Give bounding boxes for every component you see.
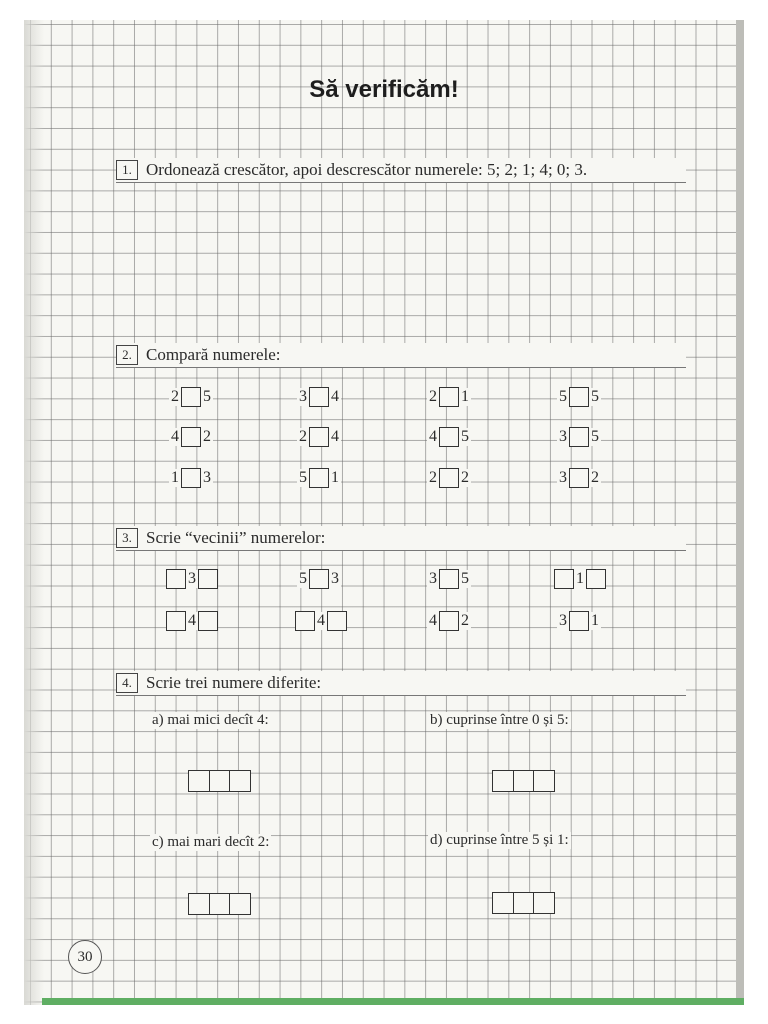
compare-item [557, 467, 601, 489]
neighbors-item [427, 610, 471, 632]
neighbor-left: 3 [429, 570, 437, 587]
neighbor-right: 3 [331, 570, 339, 587]
compare-left: 2 [171, 388, 179, 405]
compare-item [169, 467, 213, 489]
compare-item [427, 426, 471, 448]
compare-right: 1 [331, 469, 339, 486]
answer-box[interactable] [188, 770, 210, 792]
compare-left: 3 [299, 388, 307, 405]
neighbor-answer-box[interactable] [198, 569, 218, 589]
neighbor-answer-box[interactable] [439, 569, 459, 589]
neighbor-answer-box[interactable] [198, 611, 218, 631]
compare-right: 5 [591, 428, 599, 445]
compare-item [427, 386, 471, 408]
exercise-1-instruction: Ordonează crescător, apoi descrescător numerele: 5; 2; 1; 4; 0; 3. [146, 160, 588, 179]
compare-left: 4 [429, 428, 437, 445]
compare-answer-box[interactable] [181, 387, 201, 407]
page-title: Să verificăm! [309, 76, 459, 103]
neighbor-number: 4 [317, 612, 325, 629]
compare-right: 5 [591, 388, 599, 405]
neighbor-answer-box[interactable] [554, 569, 574, 589]
neighbor-answer-box[interactable] [166, 611, 186, 631]
answer-box[interactable] [492, 892, 514, 914]
compare-answer-box[interactable] [569, 387, 589, 407]
neighbor-answer-box[interactable] [166, 569, 186, 589]
part-c-answer-boxes [188, 893, 250, 915]
page-number: 30 [68, 940, 102, 974]
compare-left: 5 [299, 469, 307, 486]
compare-item [297, 426, 341, 448]
neighbor-left: 5 [299, 570, 307, 587]
answer-box[interactable] [492, 770, 514, 792]
part-a-answer-boxes [188, 770, 250, 792]
compare-answer-box[interactable] [309, 427, 329, 447]
compare-answer-box[interactable] [181, 468, 201, 488]
answer-box[interactable] [209, 893, 231, 915]
neighbor-answer-box[interactable] [327, 611, 347, 631]
compare-right: 2 [203, 428, 211, 445]
compare-right: 1 [461, 388, 469, 405]
exercise-2-number: 2. [116, 345, 138, 365]
neighbors-item [554, 568, 606, 590]
exercise-4-instruction: Scrie trei numere diferite: [146, 673, 322, 692]
part-c-label: c) mai mari decît 2: [152, 834, 270, 850]
exercise-4-number: 4. [116, 673, 138, 693]
compare-left: 3 [559, 428, 567, 445]
compare-item [169, 426, 213, 448]
compare-right: 2 [461, 469, 469, 486]
compare-answer-box[interactable] [439, 427, 459, 447]
neighbors-item [166, 568, 218, 590]
answer-box[interactable] [209, 770, 231, 792]
exercise-2-header [116, 343, 686, 368]
compare-left: 1 [171, 469, 179, 486]
compare-answer-box[interactable] [569, 468, 589, 488]
compare-left: 5 [559, 388, 567, 405]
compare-right: 4 [331, 428, 339, 445]
neighbor-answer-box[interactable] [309, 569, 329, 589]
compare-answer-box[interactable] [439, 387, 459, 407]
neighbor-number: 1 [576, 570, 584, 587]
neighbor-answer-box[interactable] [569, 611, 589, 631]
exercise-1-header [116, 158, 686, 183]
answer-box[interactable] [533, 892, 555, 914]
compare-answer-box[interactable] [181, 427, 201, 447]
neighbor-right: 2 [461, 612, 469, 629]
compare-answer-box[interactable] [309, 468, 329, 488]
compare-left: 2 [429, 469, 437, 486]
exercise-2-instruction: Compară numerele: [146, 345, 281, 364]
answer-box[interactable] [513, 770, 535, 792]
part-a-label: a) mai mici decît 4: [152, 712, 269, 728]
neighbor-answer-box[interactable] [439, 611, 459, 631]
workbook-page [24, 20, 744, 1005]
compare-right: 2 [591, 469, 599, 486]
compare-item [427, 467, 471, 489]
part-b-answer-boxes [492, 770, 554, 792]
neighbor-left: 3 [559, 612, 567, 629]
compare-left: 4 [171, 428, 179, 445]
compare-answer-box[interactable] [569, 427, 589, 447]
cover-edge [42, 998, 744, 1005]
exercise-1-number: 1. [116, 160, 138, 180]
neighbors-item [297, 568, 341, 590]
neighbors-item [295, 610, 347, 632]
compare-right: 5 [203, 388, 211, 405]
neighbor-number: 3 [188, 570, 196, 587]
binding-spine [24, 20, 44, 1005]
part-d-answer-boxes [492, 892, 554, 914]
part-d-label: d) cuprinse între 5 și 1: [430, 832, 569, 848]
compare-item [169, 386, 213, 408]
compare-item [297, 386, 341, 408]
compare-left: 2 [299, 428, 307, 445]
answer-box[interactable] [188, 893, 210, 915]
neighbors-item [557, 610, 601, 632]
compare-item [557, 426, 601, 448]
neighbor-answer-box[interactable] [295, 611, 315, 631]
compare-right: 5 [461, 428, 469, 445]
page-edge [736, 20, 744, 1005]
exercise-4-header [116, 671, 686, 696]
exercise-3-header [116, 526, 686, 551]
exercise-3-instruction: Scrie “vecinii” numerelor: [146, 528, 326, 547]
answer-box[interactable] [229, 770, 251, 792]
compare-right: 3 [203, 469, 211, 486]
exercise-3-number: 3. [116, 528, 138, 548]
compare-item [557, 386, 601, 408]
compare-item [297, 467, 341, 489]
answer-box[interactable] [533, 770, 555, 792]
neighbor-answer-box[interactable] [586, 569, 606, 589]
neighbor-number: 4 [188, 612, 196, 629]
compare-right: 4 [331, 388, 339, 405]
neighbor-left: 4 [429, 612, 437, 629]
compare-answer-box[interactable] [439, 468, 459, 488]
neighbors-item [166, 610, 218, 632]
answer-box[interactable] [229, 893, 251, 915]
part-b-label: b) cuprinse între 0 și 5: [430, 712, 569, 728]
neighbor-right: 1 [591, 612, 599, 629]
compare-left: 3 [559, 469, 567, 486]
compare-left: 2 [429, 388, 437, 405]
neighbor-right: 5 [461, 570, 469, 587]
answer-box[interactable] [513, 892, 535, 914]
neighbors-item [427, 568, 471, 590]
compare-answer-box[interactable] [309, 387, 329, 407]
